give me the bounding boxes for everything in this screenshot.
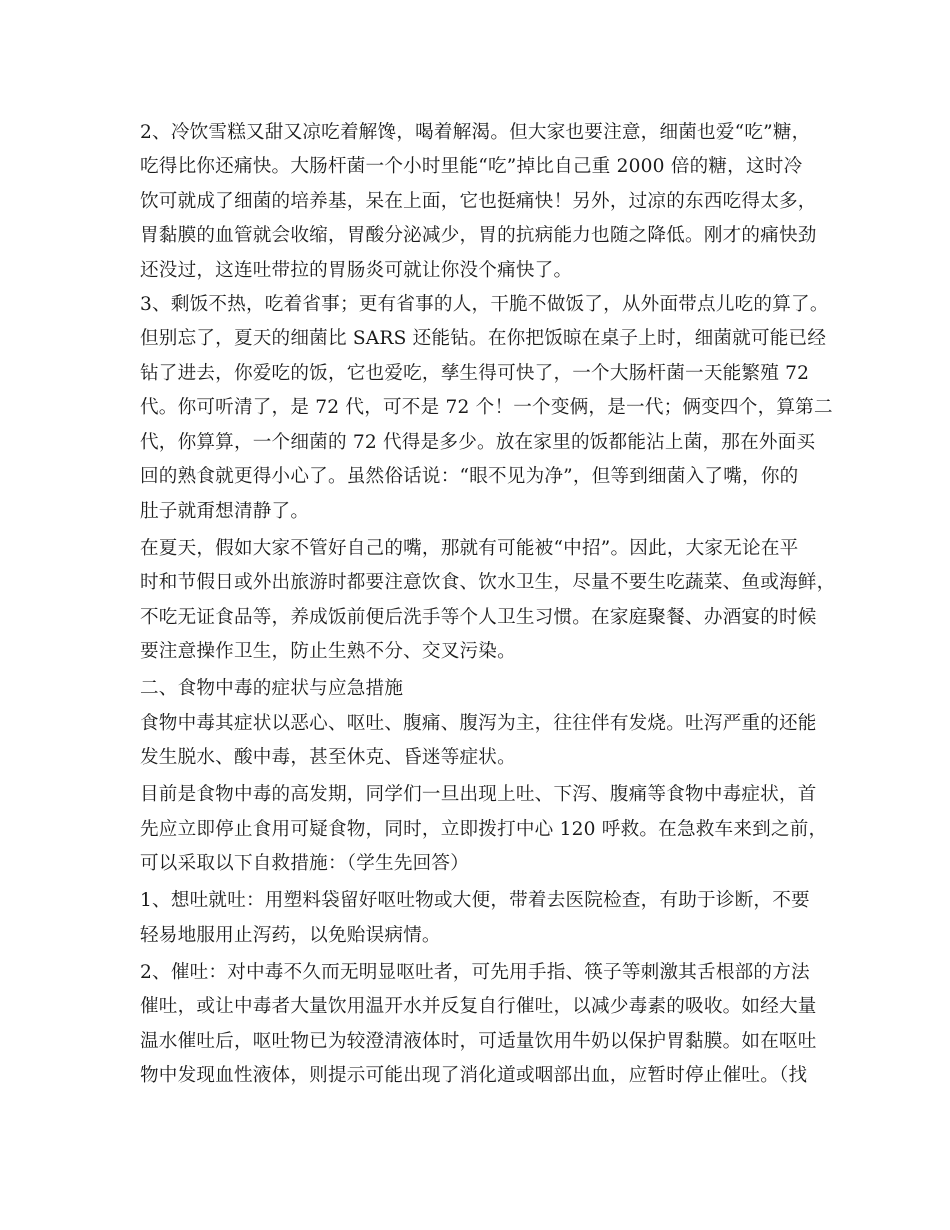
text-line: 时和节假日或外出旅游时都要注意饮食、饮水卫生，尽量不要生吃蔬菜、鱼或海鲜， bbox=[140, 572, 836, 593]
text-line: 发生脱水、酸中毒，甚至休克、昏迷等症状。 bbox=[140, 747, 516, 768]
text-line: 但别忘了，夏天的细菌比 SARS 还能钻。在你把饭晾在桌子上时，细菌就可能已经 bbox=[140, 328, 827, 349]
text-line: 还没过，这连吐带拉的胃肠炎可就让你没个痛快了。 bbox=[140, 260, 573, 281]
section-heading: 二、食物中毒的症状与应急措施 bbox=[140, 678, 404, 699]
text-line: 物中发现血性液体，则提示可能出现了消化道或咽部出血，应暂时停止催吐。（找 bbox=[140, 1065, 808, 1086]
text-line: 胃黏膜的血管就会收缩，胃酸分泌减少，胃的抗病能力也随之降低。刚才的痛快劲 bbox=[140, 225, 817, 246]
text-line: 2、冷饮雪糕又甜又凉吃着解馋，喝着解渴。但大家也要注意，细菌也爱“吃”糖， bbox=[140, 122, 811, 143]
text-line: 肚子就甭想清静了。 bbox=[140, 501, 310, 522]
text-line: 回的熟食就更得小心了。虽然俗话说：“眼不见为净”，但等到细菌入了嘴，你的 bbox=[140, 466, 799, 487]
text-line: 饮可就成了细菌的培养基，呆在上面，它也挺痛快！另外，过凉的东西吃得太多， bbox=[140, 191, 817, 212]
text-line: 轻易地服用止泻药，以免贻误病情。 bbox=[140, 925, 441, 946]
text-line: 要注意操作卫生，防止生熟不分、交叉污染。 bbox=[140, 641, 516, 662]
text-line: 催吐，或让中毒者大量饮用温开水并反复自行催吐，以减少毒素的吸收。如经大量 bbox=[140, 996, 817, 1017]
text-line: 3、剩饭不热，吃着省事；更有省事的人，干脆不做饭了，从外面带点儿吃的算了。 bbox=[140, 294, 829, 315]
text-line: 食物中毒其症状以恶心、呕吐、腹痛、腹泻为主，往往伴有发烧。吐泻严重的还能 bbox=[140, 713, 817, 734]
text-line: 代，你算算，一个细菌的 72 代得是多少。放在家里的饭都能沾上菌，那在外面买 bbox=[140, 432, 816, 453]
text-line: 温水催吐后，呕吐物已为较澄清液体时，可适量饮用牛奶以保护胃黏膜。如在呕吐 bbox=[140, 1031, 817, 1052]
text-line: 不吃无证食品等，养成饭前便后洗手等个人卫生习惯。在家庭聚餐、办酒宴的时候 bbox=[140, 607, 817, 628]
text-line: 在夏天，假如大家不管好自己的嘴，那就有可能被“中招”。因此，大家无论在平 bbox=[140, 538, 799, 559]
text-line: 吃得比你还痛快。大肠杆菌一个小时里能“吃”掉比自己重 2000 倍的糖，这时冷 bbox=[140, 156, 803, 177]
text-line: 目前是食物中毒的高发期，同学们一旦出现上吐、下泻、腹痛等食物中毒症状，首 bbox=[140, 784, 817, 805]
text-line: 钻了进去，你爱吃的饭，它也爱吃，孳生得可快了，一个大肠杆菌一天能繁殖 72 bbox=[140, 363, 810, 384]
text-line: 1、想吐就吐：用塑料袋留好呕吐物或大便，带着去医院检查，有助于诊断，不要 bbox=[140, 890, 810, 911]
text-line: 2、催吐：对中毒不久而无明显呕吐者，可先用手指、筷子等刺激其舌根部的方法 bbox=[140, 962, 810, 983]
text-line: 代。你可听清了，是 72 代，可不是 72 个！一个变俩，是一代；俩变四个，算第二 bbox=[140, 397, 833, 418]
text-line: 可以采取以下自救措施：（学生先回答） bbox=[140, 853, 469, 874]
text-line: 先应立即停止食用可疑食物，同时，立即拨打中心 120 呼救。在急救车来到之前， bbox=[140, 819, 828, 840]
